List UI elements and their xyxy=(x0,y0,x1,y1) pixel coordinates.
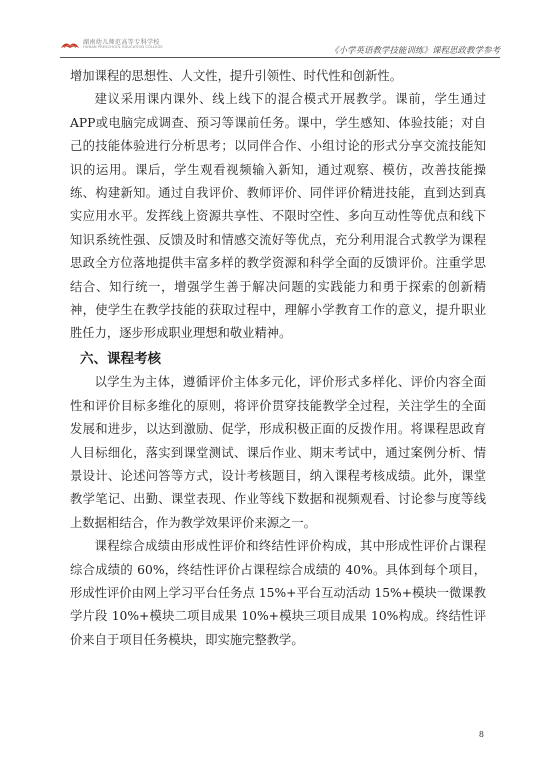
blended-teaching-paragraph: 建议采用课内课外、线上线下的混合模式开展教学。课前，学生通过APP或电脑完成调查、预习等课前任务。课中，学生感知、体验技能；对自己的技能体验进行分析思考；以同伴合作、小组讨论的形式分享交流技能知识的运用。课后，学生观看视频输入新知，通过观察、模仿，改善技能操练、构建新知。通过自我评价、教师评价、同伴评价精进技能，直到达到真实应用水平。发挥线上资源共享性、不限时空性、多向互动性等优点和线下知识系统性强、反馈及时和情感交流好等优点，充分利用混合式教学为课程思政全方位落地提供丰富多样的教学资源和科学全面的反馈评价。注重学思结合、知行统一，增强学生善于解决问题的实践能力和勇于探索的创新精神，使学生在教学技能的获取过程中，理解小学教育工作的意义，提升职业胜任力，逐步形成职业理想和敬业精神。 xyxy=(70,92,486,341)
assessment-principles-paragraph: 以学生为主体，遵循评价主体多元化，评价形式多样化、评价内容全面性和评价目标多维化的原则，将评价贯穿技能教学全过程，关注学生的全面发展和进步，以达到激励、促学，形成积极正面的反拨作用。将课程思政育人目标细化，落实到课堂测试、课后作业、期末考试中，通过案例分析、情景设计、论述问答等方式，设计考核题目，纳入课程考核成绩。此外，课堂教学笔记、出勤、课堂表现、作业等线下数据和视频观看、讨论参与度等线上数据相结合，作为教学效果评价来源之一。 xyxy=(70,375,486,530)
college-logo xyxy=(60,40,163,50)
continued-paragraph: 增加课程的思想性、人文性，提升引领性、时代性和创新性。 xyxy=(70,69,403,83)
logo-text xyxy=(83,40,163,50)
section-heading: 六、课程考核 xyxy=(80,350,161,367)
grade-composition-paragraph: 课程综合成绩由形成性评价和终结性评价构成，其中形成性评价占课程综合成绩的 60%，终结性评价占课程综合成绩的 40%。具体到每个项目，形成性评价由网上学习平台任务点 15%+平台互动活动 15%+模块一微课教学片段 10%+模块二项目成果 10%+模块三项目成果 10%构成。终结性评价来自于项目任务模块，即实施完整教学。 xyxy=(70,539,486,647)
header-divider xyxy=(60,57,500,58)
page-body xyxy=(70,65,486,652)
page-number: 8 xyxy=(478,730,484,739)
logo-chinese-name: 湖南幼儿师范高等专科学校 xyxy=(83,39,160,46)
logo-english-name: HUNAN PRESCHOOL EDUCATION COLLEGE xyxy=(83,45,163,50)
running-header-title: 《小学英语教学技能训练》课程思政教学参考 xyxy=(329,46,500,56)
page-header xyxy=(60,40,500,62)
college-emblem-icon xyxy=(60,40,80,50)
